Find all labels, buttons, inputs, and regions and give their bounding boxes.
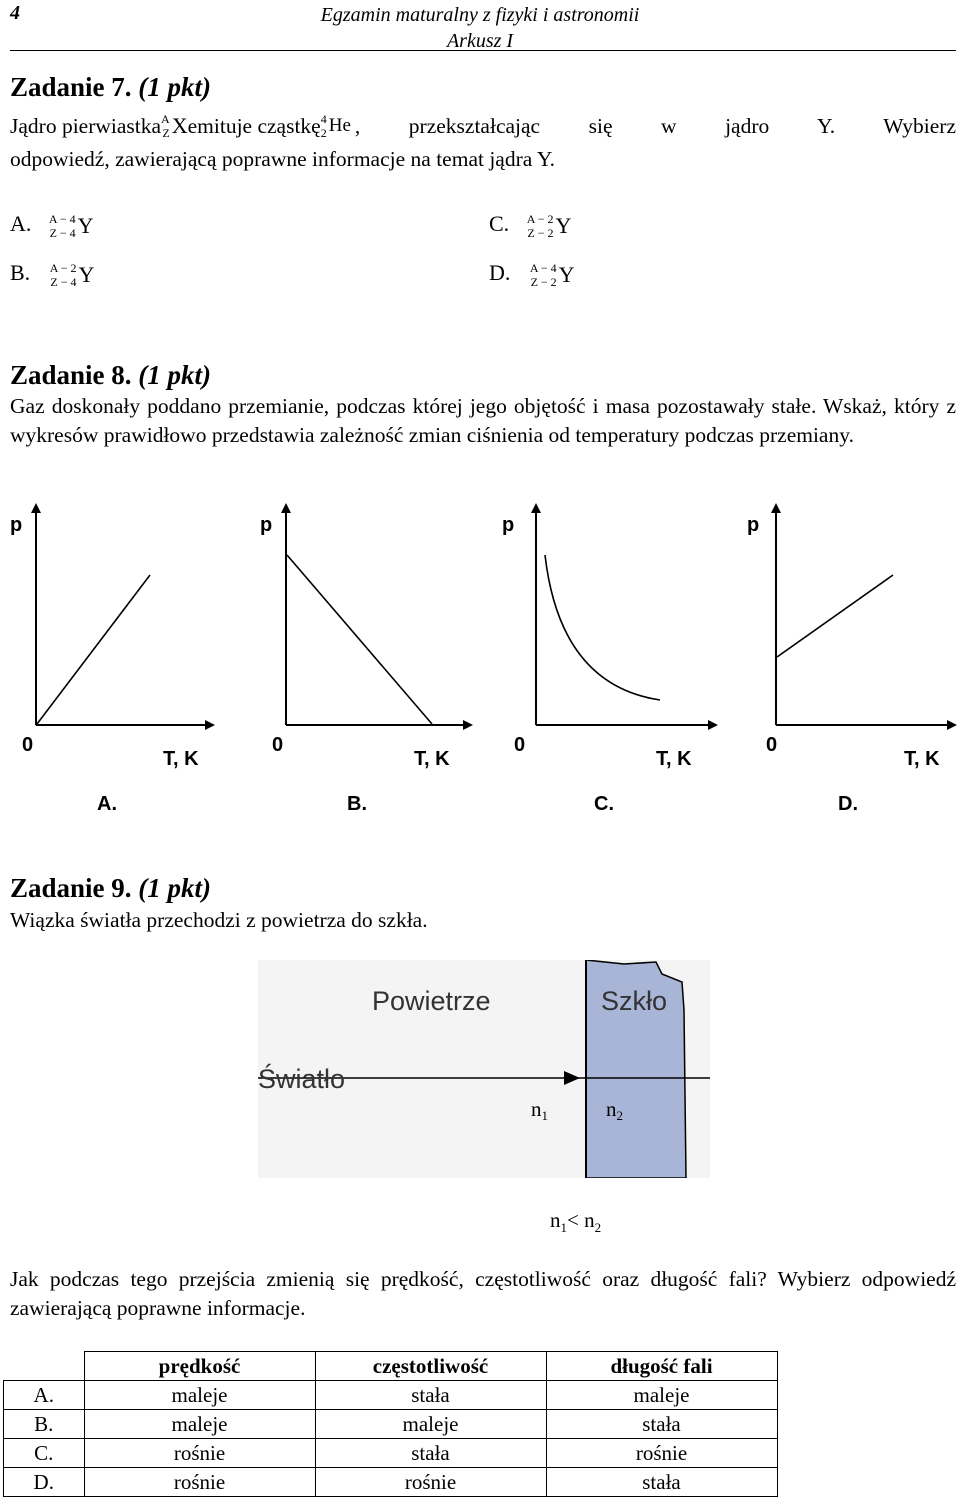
graph-d-line: [777, 575, 893, 657]
graph-a-y-label: p: [10, 514, 23, 536]
header-title-line2: Arkusz I: [446, 30, 514, 52]
option-mass: A − 2: [526, 211, 554, 226]
row-letter: D.: [4, 1468, 85, 1497]
graph-d[interactable]: [747, 508, 952, 815]
table-cell: stała: [546, 1468, 777, 1497]
nucleus-x-symbol: X: [171, 113, 188, 138]
task7-line1: [10, 109, 956, 143]
table-header: długość fali: [546, 1352, 777, 1381]
table-cell: rośnie: [315, 1468, 546, 1497]
table-row-c[interactable]: [4, 1439, 778, 1468]
option-letter: C.: [489, 211, 510, 236]
nucleus-he-mass: 4: [320, 112, 327, 126]
graph-c-y-label: p: [502, 514, 515, 536]
task8-graphs: [0, 500, 960, 830]
relation-n2-sub: 2: [594, 1220, 602, 1236]
task9-points: (1 pkt): [138, 873, 212, 903]
option-atomic: Z − 4: [50, 274, 77, 289]
nucleus-x-atomic: Z: [162, 126, 170, 140]
page-number: 4: [10, 2, 20, 24]
task7-title: [10, 72, 211, 103]
relation-n1-sub: 1: [560, 1220, 567, 1236]
row-letter: B.: [4, 1410, 85, 1439]
nucleus-he: [321, 109, 351, 143]
n1-label: n1: [531, 1097, 548, 1123]
task7-option-d[interactable]: [489, 260, 575, 289]
task8-text: Gaz doskonały poddano przemianie, podczas której jego objętość i masa pozostawały stałe. Wskaż, który z wykresów prawidłowo przedstawia zależność zmian ciśnienia od temperatury podczas przemiany.: [10, 394, 956, 447]
option-atomic: Z − 4: [49, 225, 76, 240]
table-cell: rośnie: [84, 1468, 315, 1497]
task8-title-text: Zadanie 8.: [10, 360, 132, 390]
table-cell: stała: [315, 1381, 546, 1410]
graph-b-x-label: T, K: [414, 748, 450, 770]
task9-title: [10, 873, 211, 904]
graph-a-origin: 0: [22, 734, 34, 756]
light-label: Światło: [258, 1064, 346, 1094]
table-header: częstotliwość: [315, 1352, 546, 1381]
glass-label: Szkło: [601, 986, 668, 1016]
graph-a-letter: A.: [97, 793, 117, 815]
option-nucleus: [49, 212, 94, 240]
task9-question: Jak podczas tego przejścia zmienią się prędkość, częstotliwość oraz długość fali? Wybierz odpowiedź zawierającą poprawne informacje.: [10, 1267, 956, 1320]
row-letter: C.: [4, 1439, 85, 1468]
table-header: prędkość: [84, 1352, 315, 1381]
relation-op: < n: [567, 1208, 595, 1232]
graph-d-y-label: p: [747, 514, 760, 536]
answer-table: [3, 1351, 778, 1497]
task7-points: (1 pkt): [138, 72, 212, 102]
graph-b-origin: 0: [272, 734, 284, 756]
n2-label: n2: [606, 1097, 623, 1123]
table-cell: stała: [546, 1410, 777, 1439]
task7-text3: , przekształcając się w jądro Y. Wybierz: [354, 114, 956, 138]
option-mass: A − 2: [49, 260, 77, 275]
table-row-d[interactable]: [4, 1468, 778, 1497]
table-cell: stała: [315, 1439, 546, 1468]
graph-c-origin: 0: [514, 734, 526, 756]
header-divider: [10, 50, 956, 51]
graph-c[interactable]: [502, 508, 713, 815]
option-letter: B.: [10, 260, 31, 285]
row-letter: A.: [4, 1381, 85, 1410]
graph-a[interactable]: [10, 508, 210, 815]
task7-option-c[interactable]: [489, 211, 571, 240]
option-atomic: Z − 2: [530, 274, 557, 289]
graph-d-origin: 0: [766, 734, 778, 756]
table-cell: maleje: [315, 1410, 546, 1439]
task9-title-text: Zadanie 9.: [10, 873, 132, 903]
task8-title: [10, 360, 211, 391]
option-mass: A − 4: [48, 211, 76, 226]
graph-d-letter: D.: [838, 793, 858, 815]
table-header-row: [4, 1352, 778, 1381]
option-nucleus: [50, 261, 95, 289]
graph-c-x-label: T, K: [656, 748, 692, 770]
task7-option-a[interactable]: [10, 211, 94, 240]
table-cell: rośnie: [84, 1439, 315, 1468]
graph-b-line: [287, 555, 432, 724]
graph-a-x-label: T, K: [163, 748, 199, 770]
task7-text2: emituje cząstkę: [187, 114, 321, 138]
graph-c-curve: [545, 555, 660, 700]
nucleus-x: [161, 109, 188, 143]
nucleus-x-mass: A: [161, 112, 170, 126]
header-title-line1: Egzamin maturalny z fizyki i astronomii: [320, 4, 640, 26]
graph-b-y-label: p: [260, 514, 273, 536]
table-corner: [4, 1352, 85, 1381]
relation-n1: n: [550, 1208, 561, 1232]
nucleus-he-symbol: He: [328, 115, 351, 136]
air-label: Powietrze: [372, 986, 491, 1016]
task7-title-text: Zadanie 7.: [10, 72, 132, 102]
table-cell: maleje: [84, 1410, 315, 1439]
option-letter: D.: [489, 260, 511, 285]
option-letter: A.: [10, 211, 32, 236]
option-symbol: Y: [558, 261, 575, 287]
task8-points: (1 pkt): [138, 360, 212, 390]
option-nucleus: [530, 261, 575, 289]
graph-d-x-label: T, K: [904, 748, 940, 770]
option-atomic: Z − 2: [527, 225, 554, 240]
table-row-a[interactable]: [4, 1381, 778, 1410]
graph-c-letter: C.: [594, 793, 614, 815]
option-symbol: Y: [77, 212, 94, 238]
option-symbol: Y: [78, 261, 95, 287]
refraction-diagram: [258, 960, 710, 1178]
graph-b-letter: B.: [347, 793, 367, 815]
task7-option-b[interactable]: [10, 260, 94, 289]
task7-text1: Jądro pierwiastka: [10, 114, 162, 138]
index-relation: [550, 1208, 601, 1236]
graph-a-line: [37, 575, 150, 724]
graph-b[interactable]: [260, 508, 468, 815]
option-mass: A − 4: [529, 260, 557, 275]
task9-intro: Wiązka światła przechodzi z powietrza do szkła.: [10, 908, 428, 932]
table-cell: rośnie: [546, 1439, 777, 1468]
table-cell: maleje: [84, 1381, 315, 1410]
option-symbol: Y: [555, 212, 572, 238]
table-cell: maleje: [546, 1381, 777, 1410]
option-nucleus: [527, 212, 572, 240]
table-row-b[interactable]: [4, 1410, 778, 1439]
page-header: [0, 2, 960, 54]
nucleus-he-atomic: 2: [320, 126, 327, 140]
task7-text4: odpowiedź, zawierającą poprawne informacje na temat jądra Y.: [10, 147, 556, 171]
